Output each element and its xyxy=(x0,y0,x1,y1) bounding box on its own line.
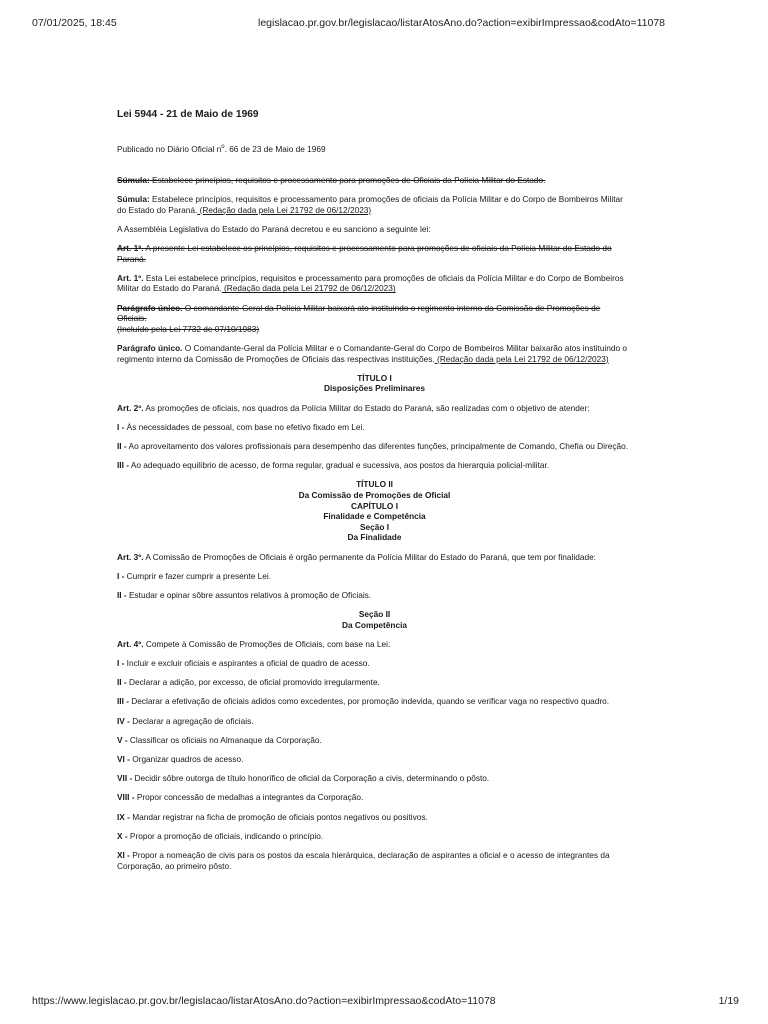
sumula-amendment-link[interactable]: (Redação dada pela Lei 21792 de 06/12/2023) xyxy=(197,204,372,215)
paragraph-amendment-link[interactable]: (Redação dada pela Lei 21792 de 06/12/2023) xyxy=(434,353,609,364)
enactment-clause: A Assembléia Legislativa do Estado do Paraná decretou e eu sanciono a seguinte lei: xyxy=(117,223,431,234)
list-item: XI - Propor a nomeação de civis para os postos da escala hierárquica, declaração de aspirantes a oficial e o acesso de integrantes da Corporação, ao primeiro pôsto. xyxy=(117,849,610,871)
art3: Art. 3º. A Comissão de Promoções de Oficiais é orgão permanente da Polícia Militar do Estado do Paraná, que tem por finalidade: xyxy=(117,551,596,562)
list-item: VII - Decidir sôbre outorga de título honorífico de oficial da Corporação a civis, determinando o pôsto. xyxy=(117,773,490,784)
print-footer-url: https://www.legislacao.pr.gov.br/legislacao/listarAtosAno.do?action=exibirImpressao&codAto=11078 xyxy=(32,995,496,1007)
list-item: II - Ao aproveitamento dos valores profissionais para desempenho das diferentes funções, principalmente de Comando, Chefia ou Direção. xyxy=(117,440,629,451)
law-title: Lei 5944 - 21 de Maio de 1969 xyxy=(117,109,259,120)
print-footer xyxy=(32,995,739,1007)
list-item: III - Declarar a efetivação de oficiais adidos como excedentes, por promoção indevida, quando se verificar vaga no respectivo quadro. xyxy=(117,696,610,707)
print-header-url: legislacao.pr.gov.br/legislacao/listarAtosAno.do?action=exibirImpressao&codAto=11078 xyxy=(258,17,666,29)
art1-amendment-link[interactable]: (Redação dada pela Lei 21792 de 06/12/2023) xyxy=(221,283,396,294)
paragraph-revoked-link[interactable]: (Incluído pela Lei 7732 de 07/10/1983) xyxy=(117,323,260,334)
art3-items xyxy=(117,571,632,601)
list-item: VIII - Propor concessão de medalhas a integrantes da Corporação. xyxy=(117,792,364,803)
publication-note: Publicado no Diário Oficial $n^o$. 66 de 23 de Maio de 1969 xyxy=(117,143,326,154)
print-datetime: 07/01/2025, 18:45 xyxy=(32,17,117,29)
law-document xyxy=(117,110,632,880)
art2: Art. 2º. As promoções de oficiais, nos quadros da Polícia Militar do Estado do Paraná, são realizadas com o objetivo de atender: xyxy=(117,402,590,413)
list-item: I - Cumprir e fazer cumprir a presente Lei. xyxy=(117,570,272,581)
sumula-revoked: Súmula: Estabelece princípios, requisitos e processamento para promoções de Oficiais da Polícia Militar do Estado. xyxy=(117,174,546,185)
list-item: IV - Declarar a agregação de oficiais. xyxy=(117,715,254,726)
paragraph-revoked: Parágrafo único. O comandante-Geral da Polícia Militar baixará ato instituindo o regimento interno da Comissão de Promoções de Oficiais. (Incluído pela Lei 7732 de 07/10/1983) xyxy=(117,302,601,334)
list-item: V - Classificar os oficiais no Almanaque da Corporação. xyxy=(117,734,322,745)
list-item: I - Incluir e excluir oficiais e aspirantes a oficial de quadro de acesso. xyxy=(117,658,370,669)
page-number: 1/19 xyxy=(718,995,739,1007)
art1-revoked: Art. 1º. A presente Lei estabelece os princípios, requisitos e processamento para promoções de oficiais da Polícia Militar do Estado do Paraná. xyxy=(117,243,612,264)
list-item: II - Declarar a adição, por excesso, de oficial promovido irregularmente. xyxy=(117,677,380,688)
list-item: III - Ao adequado equilíbrio de acesso, de forma regular, gradual e sucessiva, aos postos da hierarquia policial-militar. xyxy=(117,460,550,471)
art1: Art. 1º. Esta Lei estabelece princípios, requisitos e processamento para promoções de oficiais da Polícia Militar e do Corpo de Bombeiros Militar do Estado do Paraná. (Redação dada pela Lei 21792 de 06/12/2023) xyxy=(117,272,624,294)
list-item: II - Estudar e opinar sôbre assuntos relativos à promoção de Oficiais. xyxy=(117,589,372,600)
list-item: VI - Organizar quadros de acesso. xyxy=(117,753,244,764)
art4: Art. 4º. Compete à Comissão de Promoções de Oficiais, com base na Lei: xyxy=(117,638,391,649)
sumula: Súmula: Estabelece princípios, requisitos e processamento para promoções de oficiais da Polícia Militar e do Corpo de Bombeiros Militar do Estado do Paraná. (Redação dada pela Lei 21792 de 06/12/2023) xyxy=(117,194,623,215)
title-1-heading: TÍTULO I Disposições Preliminares xyxy=(324,372,425,394)
art2-items xyxy=(117,422,632,471)
section-2-heading: Seção II Da Competência xyxy=(341,609,407,630)
art4-items xyxy=(117,658,632,871)
list-item: X - Propor a promoção de oficiais, indicando o princípio. xyxy=(117,830,324,841)
list-item: I - Às necessidades de pessoal, com base no efetivo fixado em Lei. xyxy=(117,421,365,432)
list-item: IX - Mandar registrar na ficha de promoção de oficiais pontos negativos ou positivos. xyxy=(117,811,428,822)
paragraph-unico: Parágrafo único. O Comandante-Geral da Polícia Militar e o Comandante-Geral do Corpo de Bombeiros Militar baixarão atos instituindo o regimento interno da Comissão de Promoções de Oficiais das respectivas instituições. (Redação dada pela Lei 21792 de 06/12/2023) xyxy=(117,343,628,364)
title-2-heading: TÍTULO II Da Comissão de Promoções de Oficial CAPÍTULO I Finalidade e Competência Seção I Da Finalidade xyxy=(298,479,451,543)
